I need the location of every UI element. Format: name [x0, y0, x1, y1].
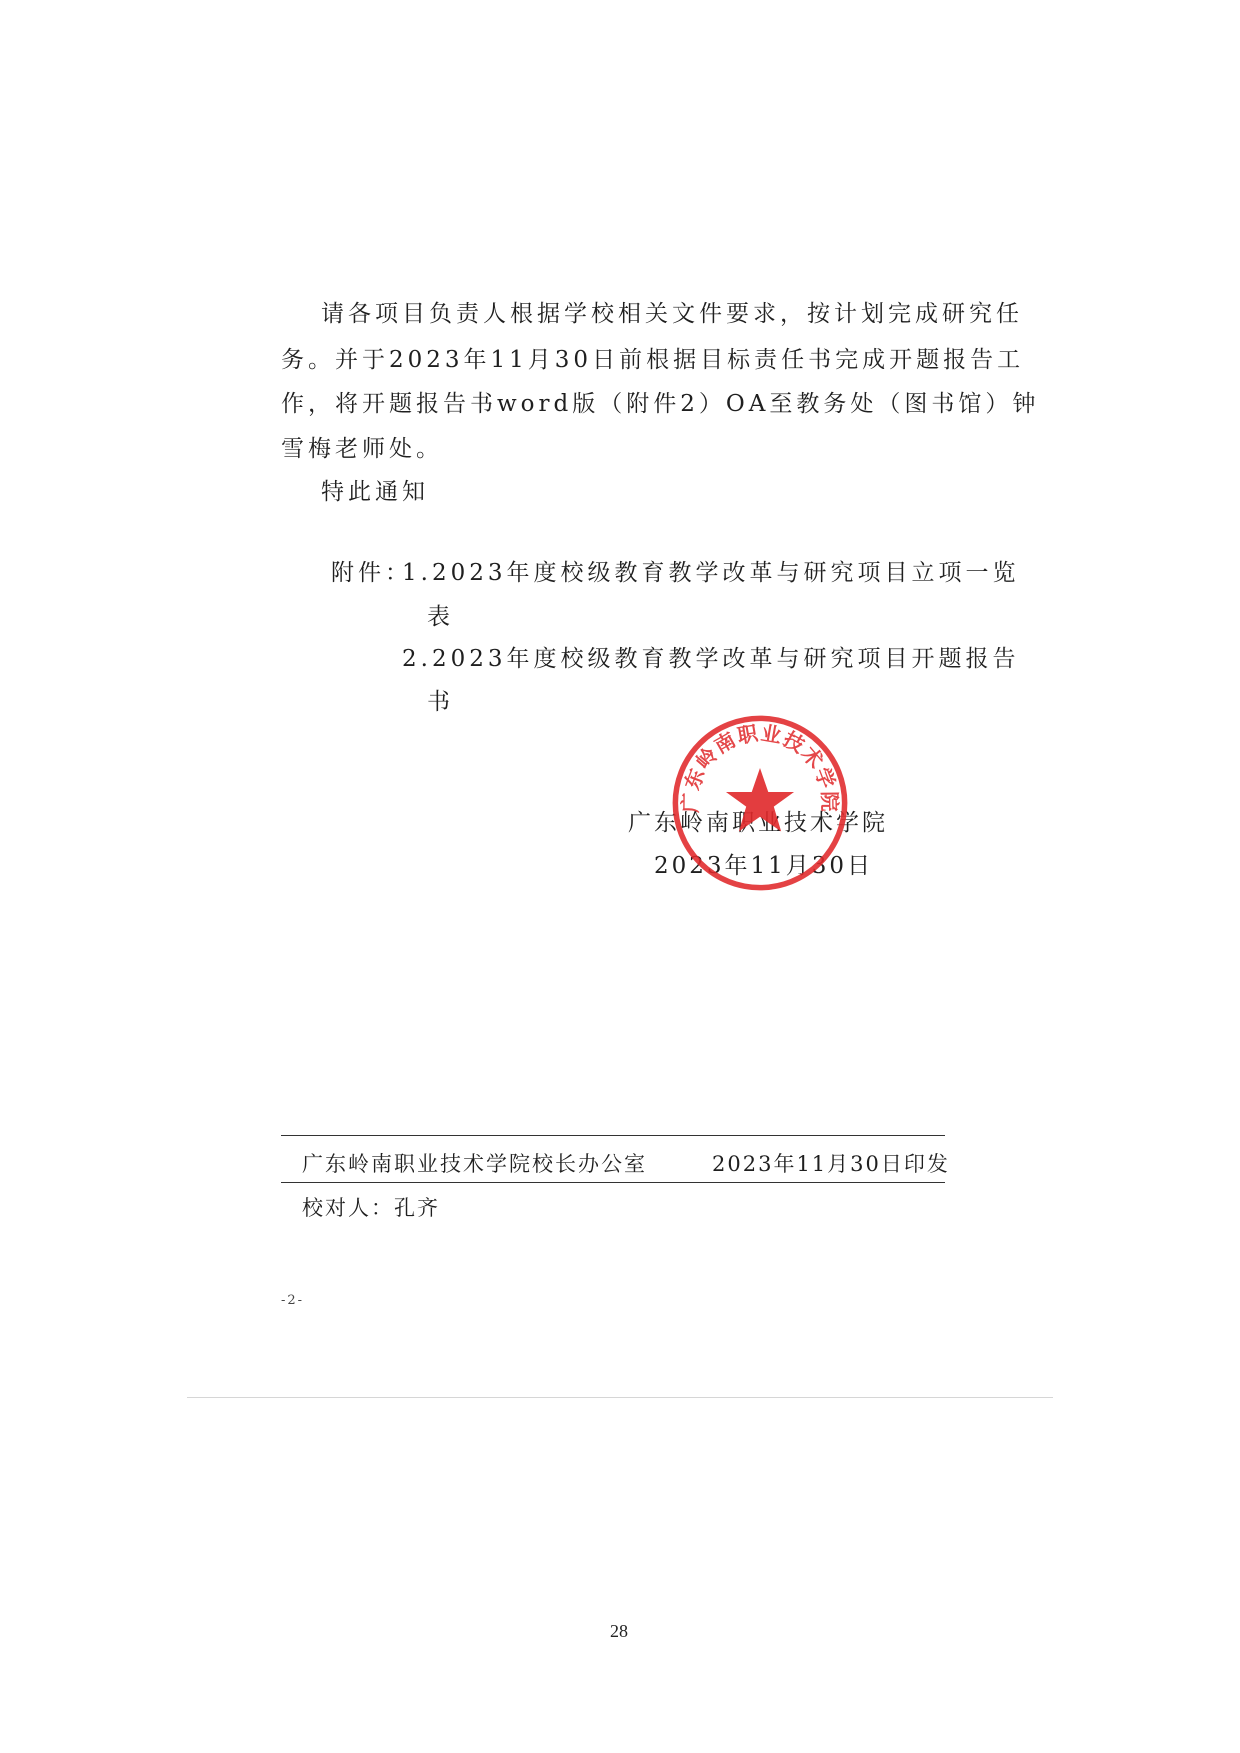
body-line-1: 请各项目负责人根据学校相关文件要求，按计划完成研究任: [321, 301, 1023, 327]
body-line-2: 务。并于2023年11月30日前根据目标责任书完成开题报告工: [281, 347, 1025, 373]
signature-org: 广东岭南职业技术学院: [628, 810, 888, 836]
closing-line: 特此通知: [321, 479, 429, 505]
attachments-label: 附件：: [331, 560, 412, 586]
footer-proofreader: 校对人：孔齐: [302, 1196, 440, 1220]
footer-top-rule: [281, 1135, 945, 1136]
footer-print-date: 2023年11月30日印发: [712, 1152, 950, 1176]
signature-date: 2023年11月30日: [654, 853, 874, 879]
attachment-1-line-1: 1.2023年度校级教育教学改革与研究项目立项一览: [402, 560, 1020, 586]
attachment-2-line-1: 2.2023年度校级教育教学改革与研究项目开题报告: [402, 646, 1020, 672]
footer-issuer: 广东岭南职业技术学院校长办公室: [302, 1152, 647, 1176]
seal-lettering: 广东岭南职业技术学院: [678, 720, 842, 814]
inner-page-mark: -2-: [281, 1293, 305, 1308]
body-line-4: 雪梅老师处。: [281, 436, 443, 462]
page-divider: [187, 1397, 1053, 1398]
attachment-2-line-2: 书: [427, 689, 454, 715]
page-number: 28: [610, 1621, 628, 1641]
attachment-1-line-2: 表: [427, 604, 454, 630]
body-line-3: 作，将开题报告书word版（附件2）OA至教务处（图书馆）钟: [281, 391, 1040, 417]
official-seal: [668, 711, 852, 895]
footer-bottom-rule: [281, 1182, 945, 1183]
seal-star: [726, 768, 794, 831]
